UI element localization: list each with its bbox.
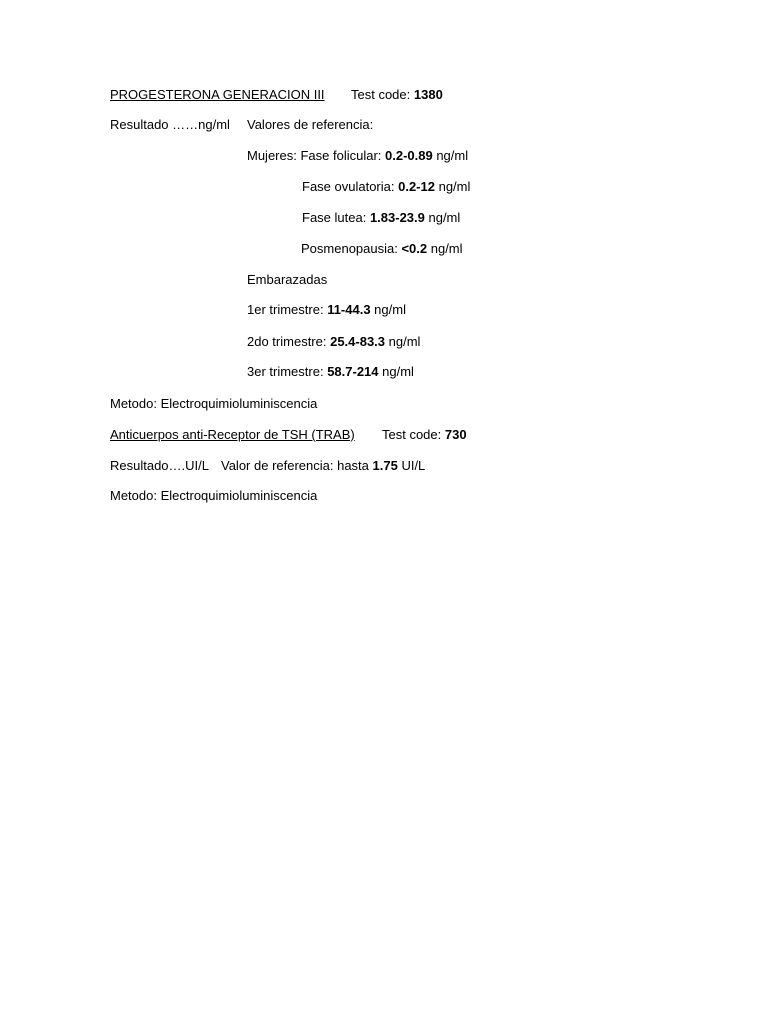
trimestre-2-label: 2do trimestre: [247, 334, 331, 349]
unit: ng/ml [370, 302, 406, 317]
unit: ng/ml [378, 364, 414, 379]
unit: UI/L [397, 458, 426, 473]
valor-referencia-value: 1.75 [372, 458, 398, 473]
ref-lutea [302, 210, 460, 226]
test-code-value: 730 [444, 427, 467, 442]
valores-referencia-label: Valores de referencia: [247, 117, 374, 132]
test-code-label: Test code: [382, 427, 445, 442]
posmenopausia-value: <0.2 [401, 241, 428, 256]
unit: ng/ml [385, 334, 421, 349]
unit: ng/ml [432, 148, 469, 163]
ref-posmenopausia [301, 241, 463, 257]
unit: ng/ml [427, 241, 463, 256]
trimestre-2-value: 25.4-83.3 [330, 334, 386, 349]
unit: ng/ml [424, 210, 461, 225]
test-code-value: 1380 [413, 87, 443, 102]
progesterona-test-code [351, 87, 443, 103]
trimestre-3-value: 58.7-214 [327, 364, 379, 379]
trab-metodo: Metodo: Electroquimioluminiscencia [110, 488, 318, 503]
trab-valor-referencia [221, 458, 425, 474]
trab-test-code [382, 427, 467, 443]
trab-title: Anticuerpos anti-Receptor de TSH (TRAB) [110, 427, 355, 442]
progesterona-resultado: Resultado ……ng/ml [110, 117, 230, 132]
folicular-value: 0.2-0.89 [385, 148, 433, 163]
folicular-label: Mujeres: Fase folicular: [247, 148, 385, 163]
embarazadas-label: Embarazadas [247, 272, 328, 287]
ref-ovulatoria [302, 179, 470, 195]
ref-trimestre-1 [247, 302, 406, 318]
ovulatoria-label: Fase ovulatoria: [302, 179, 399, 194]
progesterona-metodo: Metodo: Electroquimioluminiscencia [110, 396, 318, 411]
ref-trimestre-3 [247, 364, 414, 380]
ref-folicular [247, 148, 468, 164]
ref-trimestre-2 [247, 334, 420, 350]
progesterona-title: PROGESTERONA GENERACION III [110, 87, 325, 102]
trimestre-3-label: 3er trimestre: [247, 364, 328, 379]
trimestre-1-label: 1er trimestre: [247, 302, 328, 317]
trimestre-1-value: 11-44.3 [327, 302, 371, 317]
valor-referencia-label: Valor de referencia: hasta [221, 458, 373, 473]
ovulatoria-value: 0.2-12 [398, 179, 435, 194]
lutea-value: 1.83-23.9 [369, 210, 425, 225]
trab-resultado: Resultado….UI/L [110, 458, 209, 473]
unit: ng/ml [434, 179, 471, 194]
posmenopausia-label: Posmenopausia: [301, 241, 402, 256]
lutea-label: Fase lutea: [302, 210, 370, 225]
test-code-label: Test code: [351, 87, 414, 102]
